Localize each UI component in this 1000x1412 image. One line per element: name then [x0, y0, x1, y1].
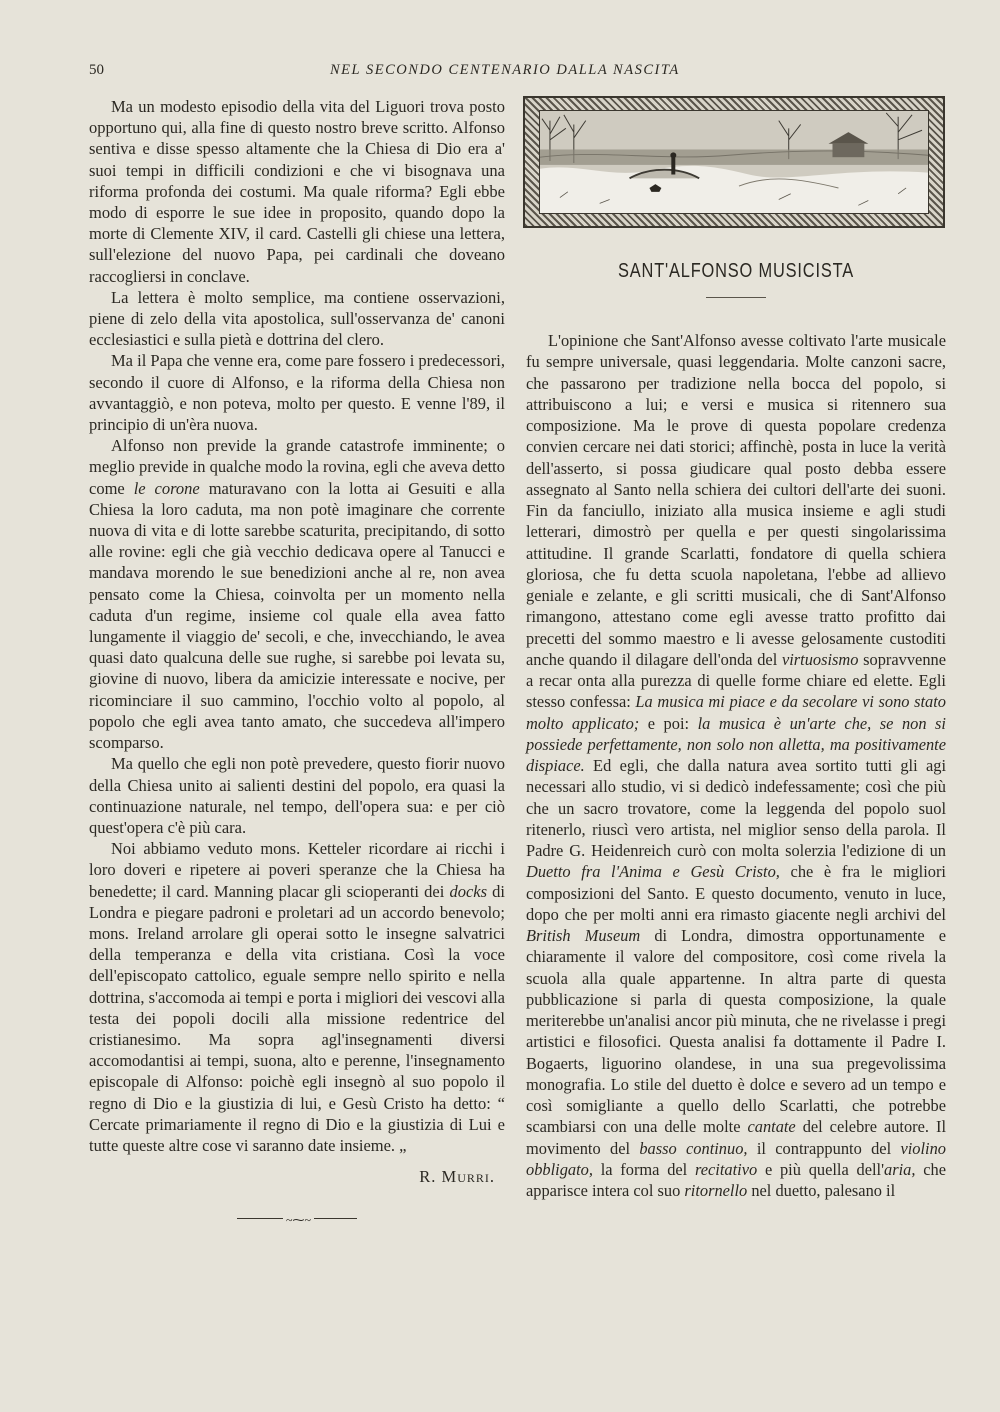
paragraph: Ma quello che egli non potè prevedere, questo fiorir nuovo della Chiesa unito ai salienti destini del popolo, era quasi la continuazione naturale, nel tempo, dell'opera sua: e per ciò quest'opera c'è più cara.: [89, 754, 505, 837]
italic-run: violino obbligato,: [526, 1138, 946, 1179]
text-run: che è fra le migliori composizioni del Santo. E questo documento, venuto in luce, dopo che per molti anni era rimasto giacente negli archivi del: [526, 862, 946, 924]
paragraph: Ma il Papa che venne era, come pare fossero i predecessori, secondo il cuore di Alfonso, e la riforma della Chiesa non avvantaggiò, e non poteva, molto per questo. E venne l'89, il principio di un'èra nuova.: [89, 351, 505, 435]
paragraph: Ma un modesto episodio della vita del Liguori trova posto opportuno qui, alla fine di questo nostro breve scritto. Alfonso sentiva e disse spesso altamente che la Chiesa di Dio era a' suoi tempi in difficili condizioni e che vi bisognava una riforma profonda dei costumi. Ma quale riforma? Egli ebbe modo di esporre le sue idee in proposito, quando dopo la morte di Clemente XIV, il card. Castelli gli chiese una lettera, sull'elezione del nuovo Papa, pei cardinali che doveano raccogliersi in conclave.: [89, 97, 505, 286]
italic-run: British Museum: [526, 926, 641, 945]
italic-run: docks: [449, 881, 488, 901]
text-run: del celebre autore. Il movimento del: [526, 1117, 946, 1158]
end-ornament: [237, 1213, 357, 1228]
paragraph: [89, 838, 505, 1156]
text-run: nel duetto, palesano il: [747, 1181, 896, 1200]
text-run: che apparisce intera col suo: [526, 1159, 946, 1200]
italic-run: La musica mi piace e da secolare vi sono stato molto applicato;: [526, 692, 947, 733]
ornament-glyph: ~⁓~: [283, 1210, 314, 1231]
paragraph: La lettera è molto semplice, ma contiene osservazioni, piene di zelo della vita apostolica, sull'osservanza de' canoni ecclesiastici e sulla pietà e dottrina del clero.: [89, 287, 505, 350]
left-column: [89, 96, 505, 1228]
paragraph: [526, 330, 946, 1201]
section-divider: [706, 297, 766, 298]
landscape-drawing: [540, 111, 928, 213]
illustration-scene: [539, 110, 929, 214]
italic-run: la musica è un'arte che, se non si possiede perfettamente, non solo non alletta, ma positivamente dispiace.: [526, 713, 946, 775]
text-run: Ed egli, che dalla natura avea sortito tutti gli agi necessari allo studio, vi si dedicò indefessamente; così che più che un sacro trovatore, come la leggenda del popolo suol ritenerlo, riuscì vero artista, nel miglior senso della parola. Il Padre G. Heidenreich curò con molta solerzia l'edizione di un: [526, 756, 946, 860]
author-signature: R. Murri.: [419, 1167, 495, 1187]
italic-run: le corone: [133, 478, 200, 498]
text-run: Alfonso non previde la grande catastrofe imminente; o meglio previde in qualche modo la rovina, egli che aveva detto come: [89, 436, 505, 498]
text-run: il contrappunto del: [747, 1138, 901, 1158]
paragraph: [89, 435, 505, 753]
text-run: e poi:: [639, 713, 698, 733]
text-run: di Londra e piegare padroni e proletari ad un accordo benevolo; mons. Ireland arrolare gli operai sotto le insegne salvatrici della temperanza e della vita cristiana. Così la voce dell'episcopato cattolico, eguale sempre nello spirito e nella dottrina, s'accomoda ai tempi e porta i migliori dei vescovi alla testa dei popoli docili alla missione redentrice del cristianesimo. Ma sopra agl'insegnamenti diversi accomodantisi ai tempi, suona, alto e perenne, l'insegnamento episcopale di Alfonso: poichè egli insegnò al suo popolo il regno di Dio e la giustizia di lui, e Gesù Cristo ha detto: “ Cercate primariamente il regno di Dio e la giustizia di Lui e tutte queste altre cose vi saranno date insieme. „: [89, 881, 505, 1155]
winter-scene-illustration: [523, 96, 945, 228]
italic-run: recitativo: [694, 1159, 758, 1179]
italic-run: virtuosismo: [781, 649, 859, 669]
text-run: Noi abbiamo veduto mons. Ketteler ricordare ai ricchi i loro doveri e ripetere ai poveri speranze che la Chiesa ha benedette; il card. Manning placar gli scioperanti dei: [89, 839, 505, 901]
italic-run: cantate: [747, 1117, 796, 1137]
italic-run: ritornello: [684, 1181, 748, 1200]
page-number: 50: [89, 62, 104, 78]
text-run: di Londra, dimostra opportunamente e chiaramente il valore del compositore, così come rivela la scuola alla quale appartenne. In altra parte di questa pubblicazione si parla di questa composizione, la quale meriterebbe un'analisi ancor più minuta, che ne rivelasse i pregi artistici e filosofici. Questa analisi fa dottamente il Padre I. Bogaerts, liguorino olandese, in una sua pregevolissima monografia. Lo stile del duetto è dolce e severo ad un tempo e così somigliante a quello dello Scarlatti, che potrebbe scambiarsi con una delle molte: [526, 926, 946, 1137]
section-title: SANT'ALFONSO MUSICISTA: [618, 260, 854, 282]
text-run: la forma del: [592, 1159, 695, 1179]
italic-run: Duetto fra l'Anima e Gesù Cristo,: [526, 862, 780, 882]
text-run: sopravvenne a recar onta alla purezza di quelle forme chiare ed elette. Egli stesso confessa:: [526, 649, 947, 712]
text-run: e più quella dell': [757, 1159, 885, 1179]
italic-run: aria,: [884, 1159, 916, 1179]
running-title: NEL SECONDO CENTENARIO DALLA NASCITA: [330, 62, 680, 78]
text-run: maturavano con la lotta ai Gesuiti e alla Chiesa la loro caduta, ma non potè imaginare che corrente nuova di vita e di lotte sarebbe scaturita, precipitando, di sotto alle rovine: egli che già vecchio dedicava opere al Tanucci e mandava morendo le sue benedizioni anche al re, non avea pensato come la Chiesa, coinvolta per un momento nella caduta d'un regime, insieme col quale ella avea fatto lungamente il viaggio de' secoli, e che, invecchiando, le avea quasi dato qualcuna delle sue rughe, si sarebbe poi levata su, giovine di nuovo, libera da amicizie interessate e nocive, per ricominciare il suo cammino, l'occhio volto al popolo, al popolo che egli avea tanto amato, che succedeva all'impero scomparso.: [89, 478, 505, 753]
text-run: L'opinione che Sant'Alfonso avesse coltivato l'arte musicale fu sempre universale, quasi leggendaria. Molte canzoni sacre, che passarono per tradizione nella bocca del popolo, si attribuiscono a lui; e versi e musica si ritennero sua composizione. Ma le prove di questa popolare credenza convien cercare nei dati storici; affinchè, posta in luce la verità dell'asserto, si possa giudicare qual posto debba essere assegnato al Santo nella schiera dei cultori dell'arte dei suoni. Fin da fanciullo, iniziato alla musica insieme e agli studi letterari, dimostrò per quella e per questi singolarissima attitudine. Il grande Scarlatti, fondatore di quella schiera gloriosa, che fu detta scuola napoletana, l'ebbe ad allievo geniale e zelante, e gli scritti musicali, che di Sant'Alfonso rimangono, attestano come egli avesse tratto profitto dai precetti del sommo maestro e li avesse gelosamente custoditi anche quando il dilagare dell'onda del: [526, 331, 946, 669]
italic-run: basso continuo,: [639, 1138, 748, 1158]
right-column: [526, 330, 946, 1201]
